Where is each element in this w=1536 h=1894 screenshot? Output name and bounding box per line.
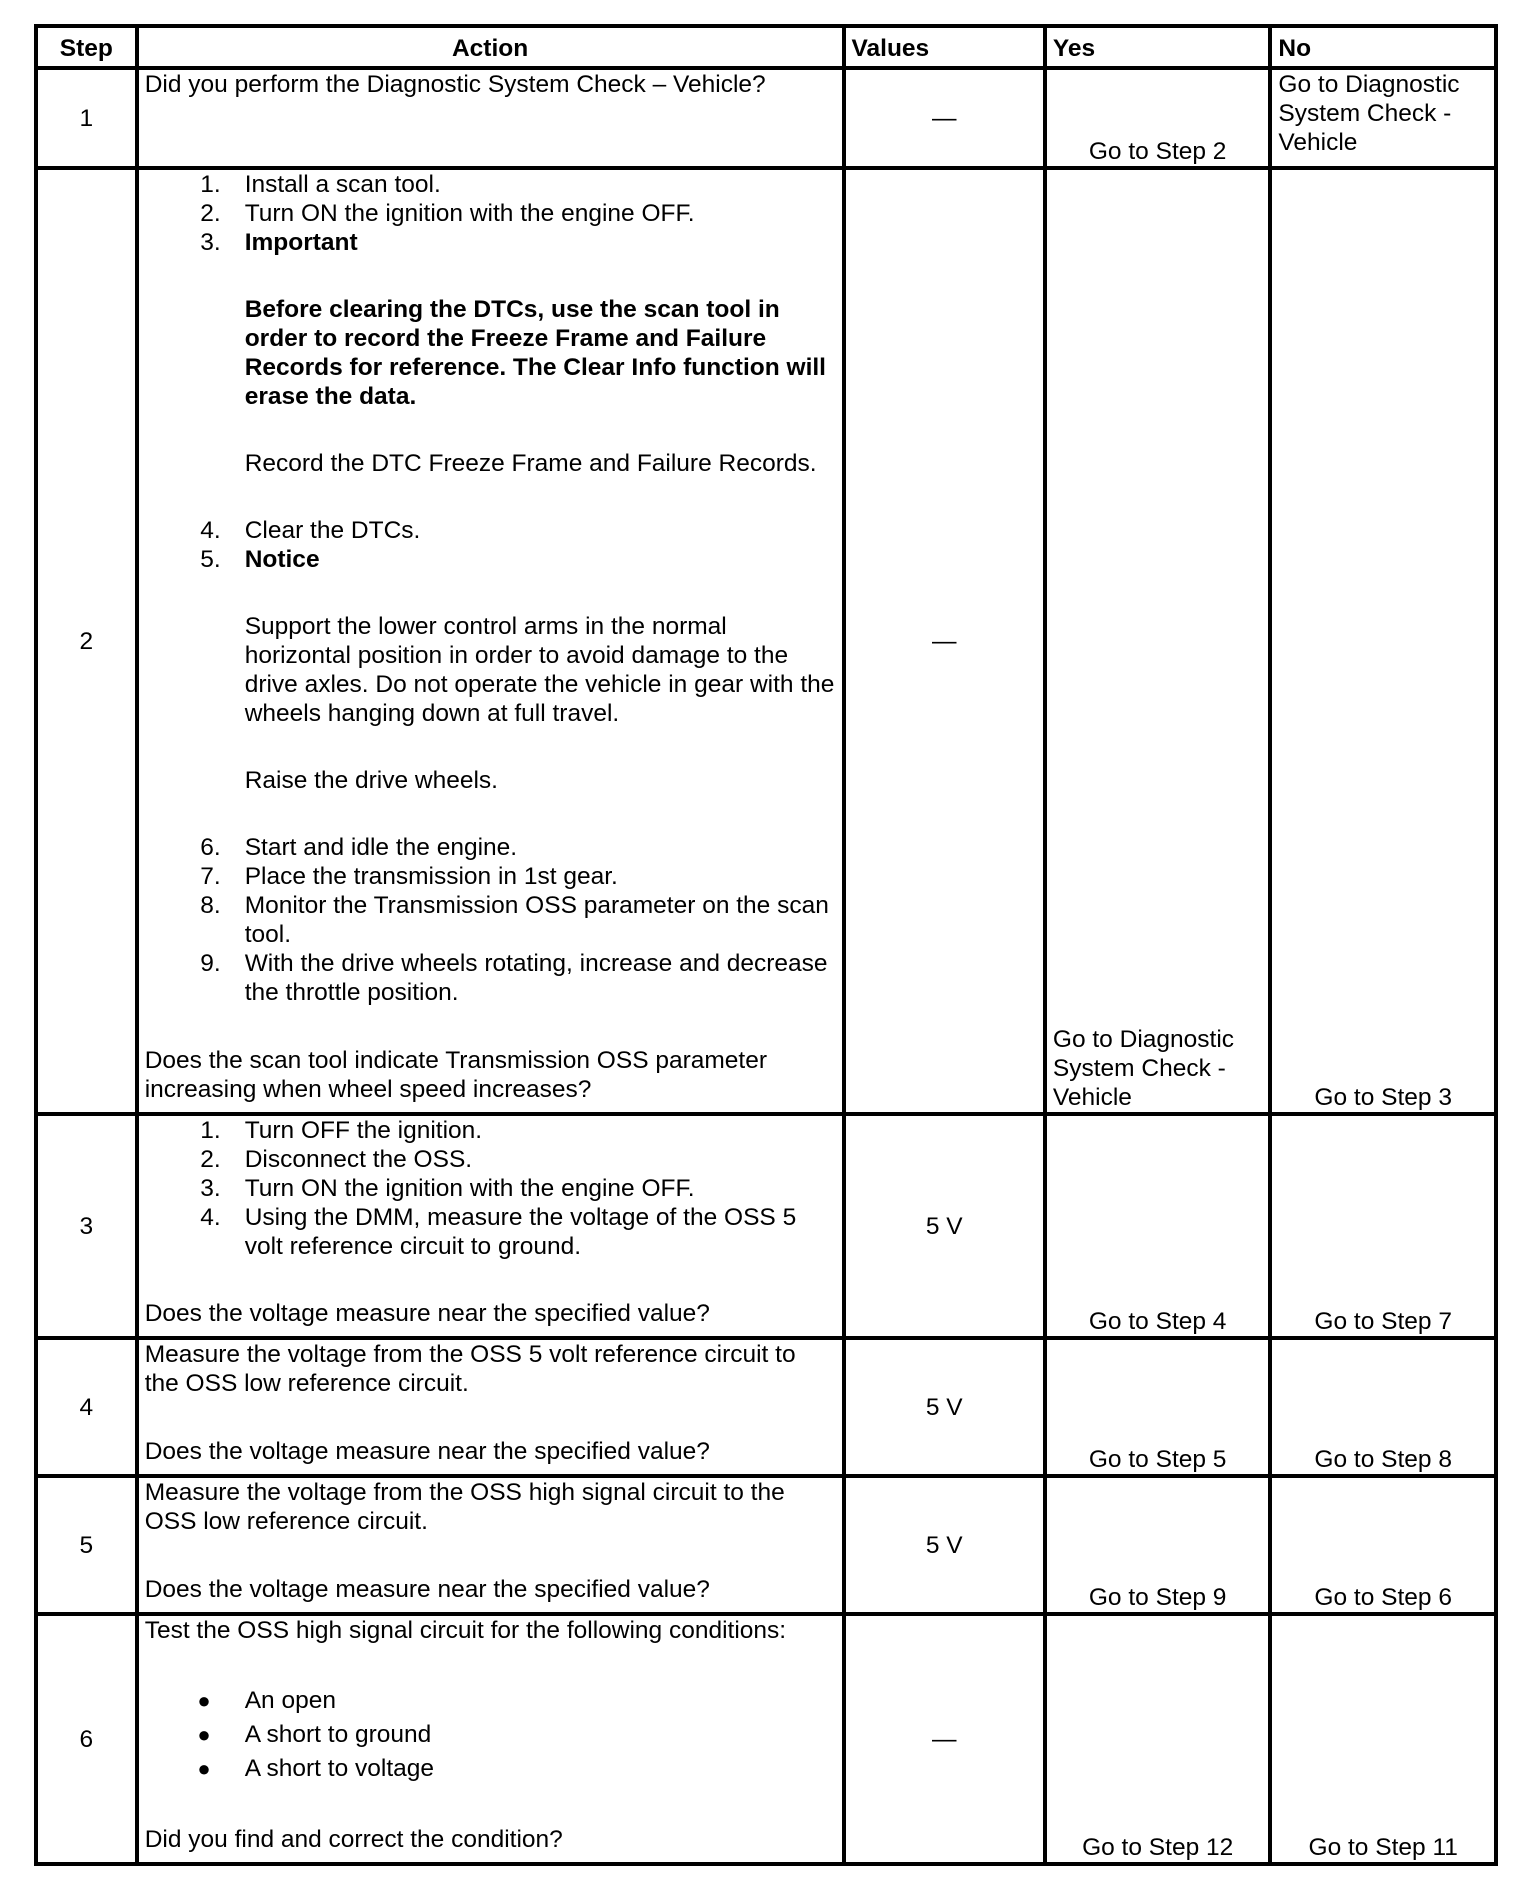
table-row: [36, 68, 1496, 168]
raise-instruction: Raise the drive wheels.: [244, 767, 498, 794]
step-number: 6: [36, 1614, 137, 1864]
action-cell: [137, 1476, 844, 1614]
list-item: 4. Clear the DTCs.: [200, 517, 421, 544]
values-cell: 5 V: [844, 1338, 1045, 1476]
values-cell: —: [844, 168, 1045, 1114]
diagnostic-table: [34, 24, 1498, 1866]
yes-cell: Go to Step 12: [1045, 1614, 1271, 1864]
action-cell: [137, 68, 844, 168]
table-row: [36, 1614, 1496, 1864]
values-cell: 5 V: [844, 1114, 1045, 1338]
values-cell: —: [844, 1614, 1045, 1864]
list-item: 2. Disconnect the OSS.: [200, 1146, 473, 1173]
values-cell: 5 V: [844, 1476, 1045, 1614]
list-item: 7. Place the transmission in 1st gear.: [200, 863, 618, 890]
header-step: Step: [36, 26, 137, 68]
action-text: Test the OSS high signal circuit for the following conditions:: [144, 1617, 787, 1644]
action-steps: [145, 170, 836, 257]
yes-cell: Go to Step 2: [1045, 68, 1271, 168]
action-text: Measure the voltage from the OSS 5 volt reference circuit to the OSS low reference circuit.: [144, 1341, 796, 1397]
list-item: 1. Install a scan tool.: [200, 171, 441, 198]
list-item: 3. Turn ON the ignition with the engine OFF.: [200, 1175, 695, 1202]
table-row: [36, 168, 1496, 1114]
no-cell: Go to Step 8: [1270, 1338, 1496, 1476]
action-cell: [137, 1338, 844, 1476]
no-cell: Go to Diagnostic System Check - Vehicle: [1270, 68, 1496, 168]
no-cell: Go to Step 6: [1270, 1476, 1496, 1614]
no-cell: Go to Step 11: [1270, 1614, 1496, 1864]
record-instruction: Record the DTC Freeze Frame and Failure Records.: [244, 450, 817, 477]
table-header-row: [36, 26, 1496, 68]
action-text: Did you perform the Diagnostic System Check – Vehicle?: [144, 71, 766, 98]
action-cell: [137, 168, 844, 1114]
condition-list: [145, 1683, 836, 1785]
bullet-icon: ●: [197, 1755, 211, 1781]
action-text: Measure the voltage from the OSS high signal circuit to the OSS low reference circuit.: [144, 1479, 785, 1535]
header-no: No: [1270, 26, 1496, 68]
table-row: [36, 1114, 1496, 1338]
no-cell: Go to Step 7: [1270, 1114, 1496, 1338]
notice-note: Support the lower control arms in the normal horizontal position in order to avoid damage to the drive axles. Do not operate the vehicle in gear with the wheels hanging down at full travel.: [244, 613, 835, 727]
table-row: [36, 1476, 1496, 1614]
action-steps: [145, 1116, 836, 1261]
bullet-icon: ●: [197, 1721, 211, 1747]
step-number: 2: [36, 168, 137, 1114]
table-row: [36, 1338, 1496, 1476]
list-item: ● A short to ground: [145, 1717, 836, 1751]
question-text: Does the voltage measure near the specified value?: [144, 1438, 710, 1465]
yes-cell: Go to Diagnostic System Check - Vehicle: [1045, 168, 1271, 1114]
question-text: Does the scan tool indicate Transmission OSS parameter increasing when wheel speed increases?: [144, 1047, 768, 1103]
question-text: Did you find and correct the condition?: [144, 1826, 563, 1853]
step-number: 5: [36, 1476, 137, 1614]
list-item: 5. Notice: [200, 546, 320, 573]
list-item: 3. Important: [200, 229, 358, 256]
question-text: Does the voltage measure near the specified value?: [144, 1300, 710, 1327]
bullet-icon: ●: [197, 1687, 211, 1713]
list-item: ● An open: [145, 1683, 836, 1717]
question-text: Does the voltage measure near the specified value?: [144, 1576, 710, 1603]
list-item: 8. Monitor the Transmission OSS parameter on the scan tool.: [200, 892, 829, 948]
step-number: 3: [36, 1114, 137, 1338]
yes-cell: Go to Step 4: [1045, 1114, 1271, 1338]
step-number: 1: [36, 68, 137, 168]
no-cell: Go to Step 3: [1270, 168, 1496, 1114]
header-yes: Yes: [1045, 26, 1271, 68]
list-item: ● A short to voltage: [145, 1751, 836, 1785]
header-values: Values: [844, 26, 1045, 68]
list-item: 1. Turn OFF the ignition.: [200, 1117, 483, 1144]
list-item: 2. Turn ON the ignition with the engine OFF.: [200, 200, 695, 227]
action-cell: [137, 1114, 844, 1338]
step-number: 4: [36, 1338, 137, 1476]
list-item: 6. Start and idle the engine.: [200, 834, 518, 861]
list-item: 4. Using the DMM, measure the voltage of the OSS 5 volt reference circuit to ground.: [200, 1204, 797, 1260]
values-cell: —: [844, 68, 1045, 168]
yes-cell: Go to Step 9: [1045, 1476, 1271, 1614]
header-action: Action: [137, 26, 844, 68]
important-note: Before clearing the DTCs, use the scan tool in order to record the Freeze Frame and Failure Records for reference. The Clear Info function will erase the data.: [244, 296, 826, 410]
yes-cell: Go to Step 5: [1045, 1338, 1271, 1476]
action-cell: [137, 1614, 844, 1864]
list-item: 9. With the drive wheels rotating, increase and decrease the throttle position.: [200, 950, 828, 1006]
